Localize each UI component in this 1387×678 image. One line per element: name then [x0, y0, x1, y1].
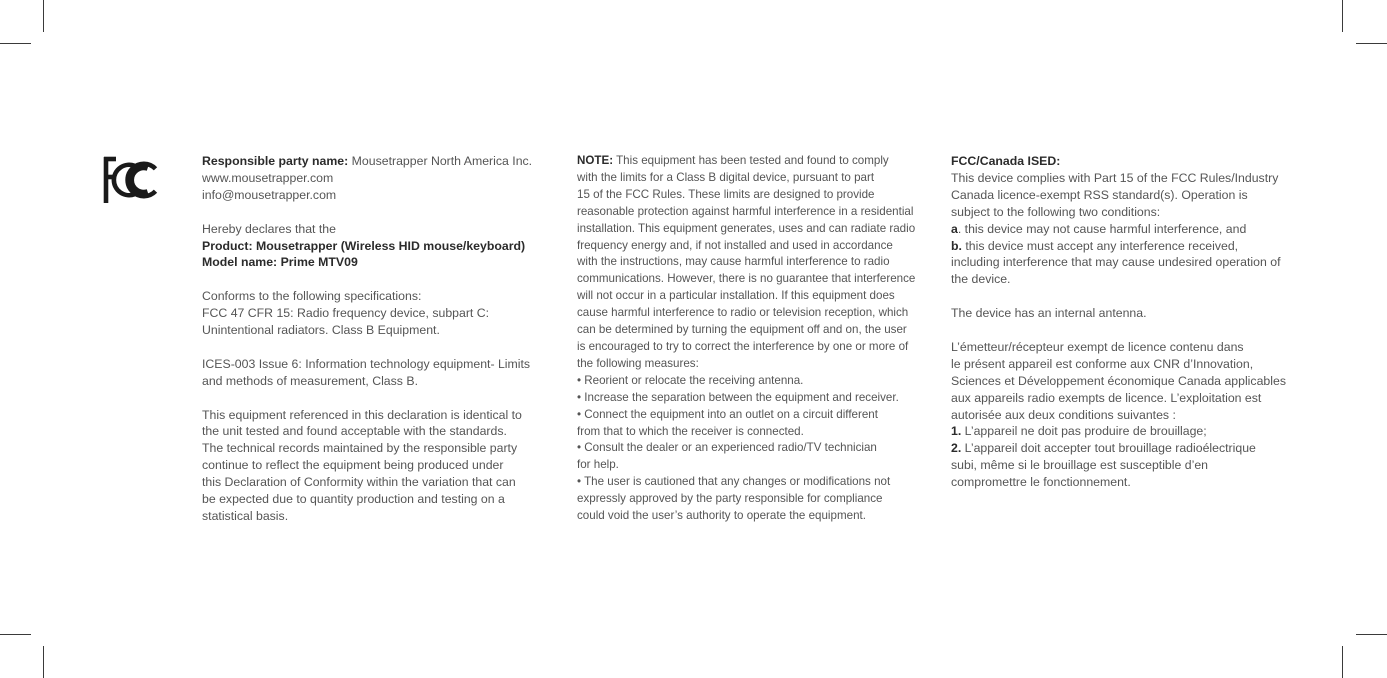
product-line: Product: Mousetrapper (Wireless HID mouse/keyboard) — [202, 238, 526, 253]
responsible-party-line — [202, 153, 552, 170]
equipment-statement-line: The technical records maintained by the responsible party — [202, 441, 518, 456]
model-line: Model name: Prime MTV09 — [202, 255, 358, 270]
crop-mark — [43, 646, 44, 678]
declaration-intro: Hereby declares that the — [202, 221, 336, 236]
responsible-party-label: Responsible party name: — [202, 154, 349, 168]
note-line: will not occur in a particular installation. If this equipment does — [577, 289, 895, 303]
measure-line: expressly approved by the party responsible for compliance — [577, 492, 883, 506]
ices-line: and methods of measurement, Class B. — [202, 373, 418, 388]
email-text: info@mousetrapper.com — [202, 187, 337, 202]
french-intro-line: Sciences et Développement économique Canada applicables — [951, 373, 1286, 388]
equipment-statement-line: continue to reflect the equipment being produced under — [202, 458, 504, 473]
note-line: 15 of the FCC Rules. These limits are designed to provide — [577, 187, 875, 201]
measure-line: from that to which the receiver is connected. — [577, 424, 804, 438]
note-line: installation. This equipment generates, uses and can radiate radio — [577, 221, 916, 235]
conforms-line: Unintentional radiators. Class B Equipment. — [202, 323, 440, 338]
website-text: www.mousetrapper.com — [202, 170, 334, 185]
fcc-logo — [101, 154, 161, 206]
condition-b-line: including interference that may cause undesired operation of — [951, 255, 1281, 270]
ices-line: ICES-003 Issue 6: Information technology equipment- Limits — [202, 356, 531, 371]
crop-mark — [0, 43, 31, 44]
responsible-party-value: Mousetrapper North America Inc. — [348, 154, 533, 168]
french-condition-1: 1. L’appareil ne doit pas produire de brouillage; — [951, 424, 1207, 439]
ised-column — [951, 153, 1306, 491]
note-column — [577, 153, 932, 525]
crop-mark — [1342, 646, 1343, 678]
french-intro-line: autorisée aux deux conditions suivantes : — [951, 407, 1176, 422]
condition-b-line: the device. — [951, 272, 1011, 287]
measure-line: for help. — [577, 458, 619, 472]
note-line: with the limits for a Class B digital device, pursuant to part — [577, 170, 875, 184]
equipment-statement-line: the unit tested and found acceptable with the standards. — [202, 424, 507, 439]
french-intro-line: le présent appareil est conforme aux CNR d’Innovation, — [951, 356, 1254, 371]
crop-mark — [0, 634, 31, 635]
conforms-line: FCC 47 CFR 15: Radio frequency device, subpart C: — [202, 306, 490, 321]
equipment-statement-line: this Declaration of Conformity within the variation that can — [202, 475, 516, 490]
crop-mark — [1342, 0, 1343, 32]
measure-line: • The user is cautioned that any changes or modifications not — [577, 475, 891, 489]
crop-mark — [1356, 43, 1387, 44]
responsible-party-column — [202, 153, 552, 525]
note-label: NOTE: — [577, 154, 614, 167]
note-line: the following measures: — [577, 356, 699, 370]
crop-mark — [1356, 634, 1387, 635]
french-condition-2-line: subi, même si le brouillage est susceptible d’en — [951, 458, 1209, 473]
measure-line: could void the user’s authority to operate the equipment. — [577, 509, 866, 523]
note-line: frequency energy and, if not installed and used in accordance — [577, 238, 893, 252]
crop-mark — [43, 0, 44, 32]
equipment-statement-line: statistical basis. — [202, 508, 289, 523]
note-line: cause harmful interference to radio or television reception, which — [577, 306, 909, 320]
note-line: NOTE: This equipment has been tested and found to comply — [577, 154, 889, 167]
note-line: can be determined by turning the equipment off and on, the user — [577, 323, 907, 337]
note-line: reasonable protection against harmful interference in a residential — [577, 204, 914, 218]
ised-intro-line: subject to the following two conditions: — [951, 204, 1161, 219]
conforms-line: Conforms to the following specifications: — [202, 289, 422, 304]
measure-line: • Increase the separation between the equipment and receiver. — [577, 390, 899, 404]
french-intro-line: aux appareils radio exempts de licence. L’exploitation est — [951, 390, 1262, 405]
equipment-statement-line: be expected due to quantity production and testing on a — [202, 492, 505, 507]
note-line: communications. However, there is no guarantee that interference — [577, 272, 916, 286]
measure-line: • Reorient or relocate the receiving antenna. — [577, 373, 804, 387]
condition-a: a. this device may not cause harmful interference, and — [951, 221, 1247, 236]
condition-b: b. this device must accept any interference received, — [951, 238, 1239, 253]
french-intro-line: L’émetteur/récepteur exempt de licence contenu dans — [951, 339, 1244, 354]
french-condition-2-line: compromettre le fonctionnement. — [951, 475, 1131, 490]
note-line: is encouraged to try to correct the interference by one or more of — [577, 339, 909, 353]
antenna-text: The device has an internal antenna. — [951, 306, 1147, 321]
ised-intro-line: Canada licence-exempt RSS standard(s). Operation is — [951, 187, 1248, 202]
ised-intro-line: This device complies with Part 15 of the FCC Rules/Industry — [951, 170, 1279, 185]
french-condition-2: 2. L’appareil doit accepter tout brouillage radioélectrique — [951, 441, 1256, 456]
ised-heading: FCC/Canada ISED: — [951, 154, 1061, 168]
equipment-statement-line: This equipment referenced in this declaration is identical to — [202, 407, 522, 422]
note-line: with the instructions, may cause harmful interference to radio — [577, 255, 890, 269]
measure-line: • Consult the dealer or an experienced radio/TV technician — [577, 441, 877, 455]
measure-line: • Connect the equipment into an outlet on a circuit different — [577, 407, 878, 421]
